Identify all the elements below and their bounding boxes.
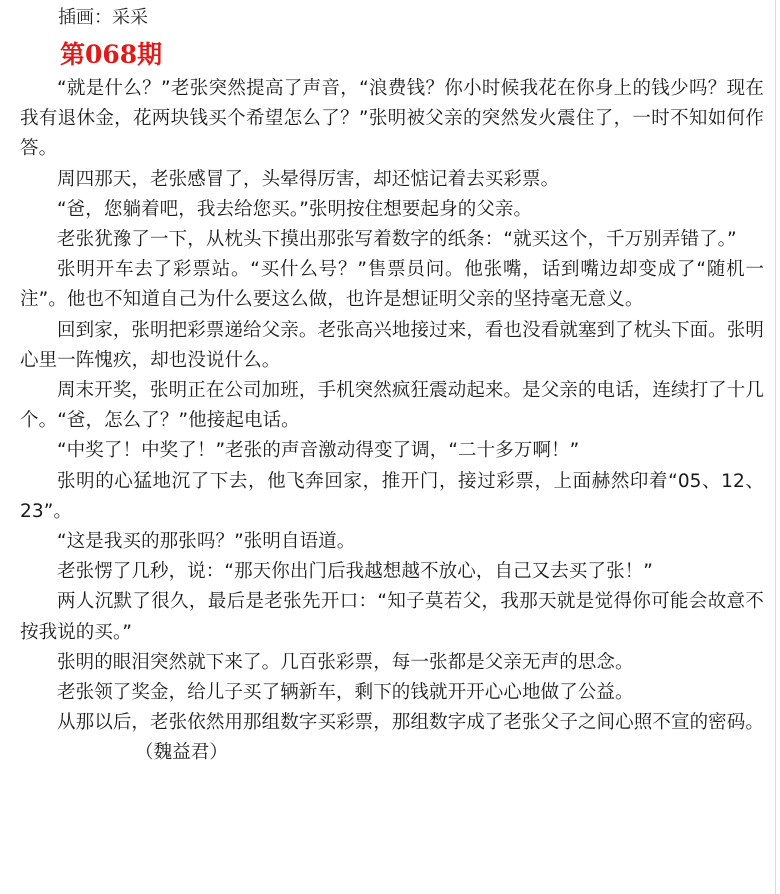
paragraph: 两人沉默了很久，最后是老张先开口：“知子莫若父，我那天就是觉得你可能会故意不按我说的买。” bbox=[20, 591, 764, 643]
paragraph: 周末开奖，张明正在公司加班，手机突然疯狂震动起来。是父亲的电话，连续打了十几个。“爸，怎么了？”他接起电话。 bbox=[20, 380, 764, 432]
paragraph: 回到家，张明把彩票递给父亲。老张高兴地接过来，看也没看就塞到了枕头下面。张明心里一阵愧疚，却也没说什么。 bbox=[20, 319, 764, 371]
paragraph: “爸，您躺着吧，我去给您买。”张明按住想要起身的父亲。 bbox=[57, 198, 533, 220]
paragraph: “这是我买的那张吗？”张明自语道。 bbox=[57, 531, 356, 553]
paragraph: 老张愣了几秒，说：“那天你出门后我越想越不放心，自己又去买了张！” bbox=[57, 561, 653, 583]
paragraph: 张明的心猛地沉了下去，他飞奔回家，推开门，接过彩票，上面赫然印着“05、12、23”。 bbox=[20, 470, 764, 522]
paragraph: “就是什么？”老张突然提高了声音，“浪费钱？你小时候我花在你身上的钱少吗？现在我有退休金，花两块钱买个希望怎么了？”张明被父亲的突然发火震住了，一时不知如何作答。 bbox=[20, 78, 764, 160]
page-border bbox=[775, 0, 776, 894]
paragraph-last bbox=[20, 708, 764, 768]
illustration-credit: 插画：采采 bbox=[58, 7, 148, 28]
paragraph: 老张犹豫了一下，从枕头下摸出那张写着数字的纸条：“就买这个，千万别弄错了。” bbox=[57, 229, 737, 251]
paragraph: 周四那天，老张感冒了，头晕得厉害，却还惦记着去买彩票。 bbox=[57, 168, 560, 190]
paragraph: 张明开车去了彩票站。“买什么号？”售票员问。他张嘴，话到嘴边却变成了“随机一注”。他也不知道自己为什么要这么做，也许是想证明父亲的坚持毫无意义。 bbox=[20, 259, 764, 311]
paragraph-text: 从那以后，老张依然用那组数字买彩票，那组数字成了老张父子之间心照不宣的密码。 bbox=[57, 712, 764, 734]
paragraph: “中奖了！中奖了！”老张的声音激动得变了调，“二十多万啊！” bbox=[57, 440, 580, 462]
author-signature: （魏益君） bbox=[135, 742, 229, 764]
paragraph: 张明的眼泪突然就下来了。几百张彩票，每一张都是父亲无声的思念。 bbox=[57, 651, 634, 673]
paragraph: 老张领了奖金，给儿子买了辆新车，剩下的钱就开开心心地做了公益。 bbox=[57, 682, 634, 704]
issue-number: 第068期 bbox=[60, 40, 163, 69]
article-body bbox=[20, 74, 764, 769]
